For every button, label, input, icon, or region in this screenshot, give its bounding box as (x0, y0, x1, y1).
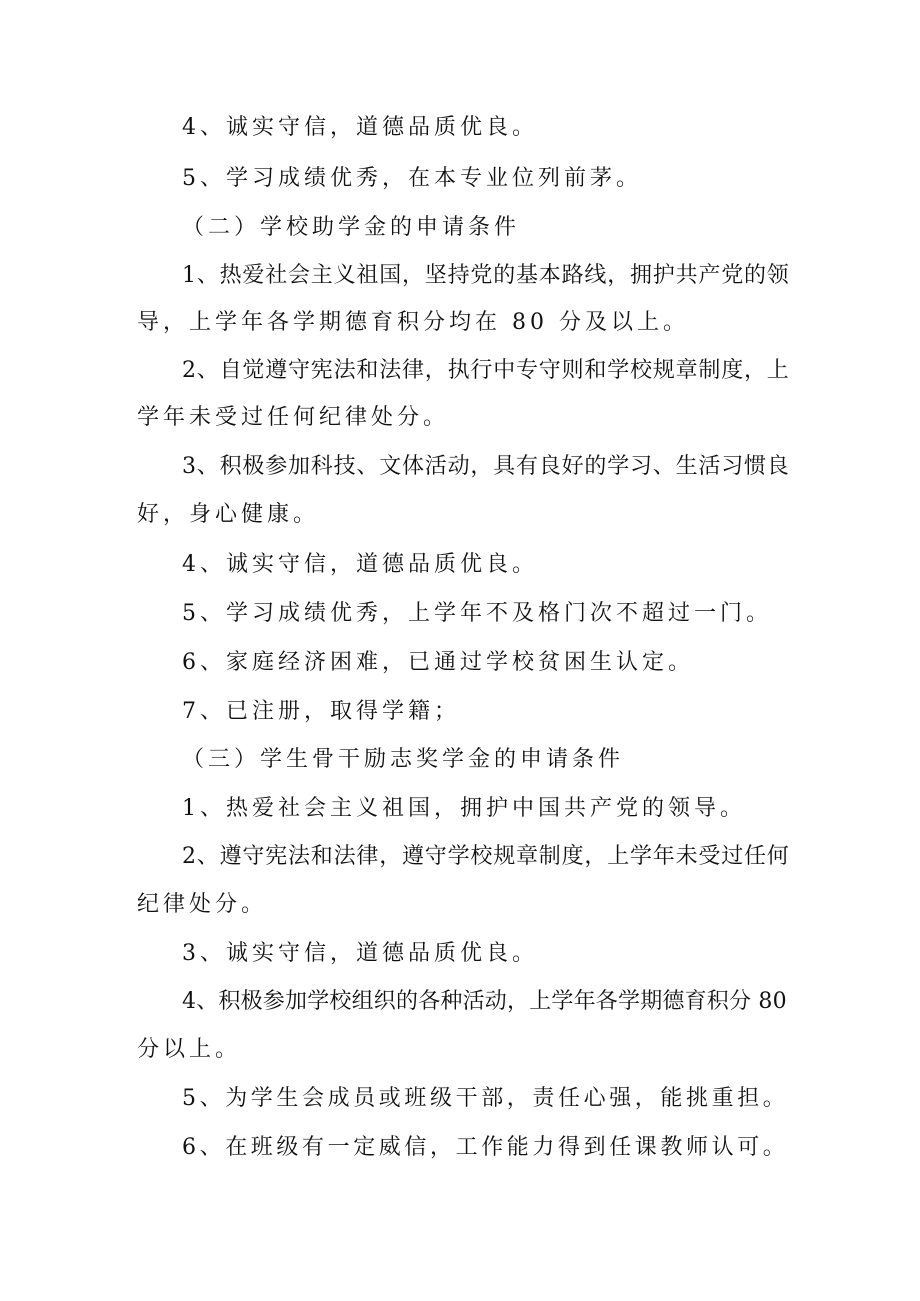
item-activities-3-cont: 分以上。 (137, 1037, 242, 1062)
section-heading-scholarship: （三）学生骨干励志奖学金的申请条件 (182, 747, 625, 772)
item-patriotism-3: 1、热爱社会主义祖国，拥护中国共产党的领导。 (182, 796, 746, 821)
item-law-3-cont: 纪律处分。 (137, 892, 268, 917)
item-cadre-3: 5、为学生会成员或班级干部，责任心强，能挑重担。 (182, 1086, 789, 1111)
item-honesty-2: 4、诚实守信，道德品质优良。 (182, 552, 538, 577)
section-heading-grant: （二）学校助学金的申请条件 (182, 215, 521, 240)
item-law-2-cont: 学年未受过任何纪律处分。 (137, 405, 450, 430)
item-patriotism-2: 1、热爱社会主义祖国，坚持党的基本路线，拥护共产党的领 (182, 263, 790, 288)
item-law-3: 2、遵守宪法和法律，遵守学校规章制度，上学年未受过任何 (182, 844, 790, 869)
item-activities-2: 3、积极参加科技、文体活动，具有良好的学习、生活习惯良 (182, 454, 790, 479)
item-patriotism-2-cont: 导，上学年各学期德育积分均在 80 分及以上。 (137, 310, 689, 335)
item-prestige-3: 6、在班级有一定威信，工作能力得到任课教师认可。 (182, 1135, 789, 1160)
item-honesty-1: 4、诚实守信，道德品质优良。 (182, 115, 538, 140)
item-poverty-2: 6、家庭经济困难，已通过学校贫困生认定。 (182, 650, 694, 675)
item-activities-2-cont: 好，身心健康。 (137, 502, 320, 527)
item-honesty-3: 3、诚实守信，道德品质优良。 (182, 941, 538, 966)
item-grades-1: 5、学习成绩优秀，在本专业位列前茅。 (182, 166, 642, 191)
item-registration-2: 7、已注册，取得学籍； (182, 699, 460, 724)
item-law-2: 2、自觉遵守宪法和法律，执行中专守则和学校规章制度，上 (182, 358, 790, 383)
item-activities-3: 4、积极参加学校组织的各种活动，上学年各学期德育积分 80 (182, 989, 787, 1014)
item-grades-2: 5、学习成绩优秀，上学年不及格门次不超过一门。 (182, 601, 772, 626)
